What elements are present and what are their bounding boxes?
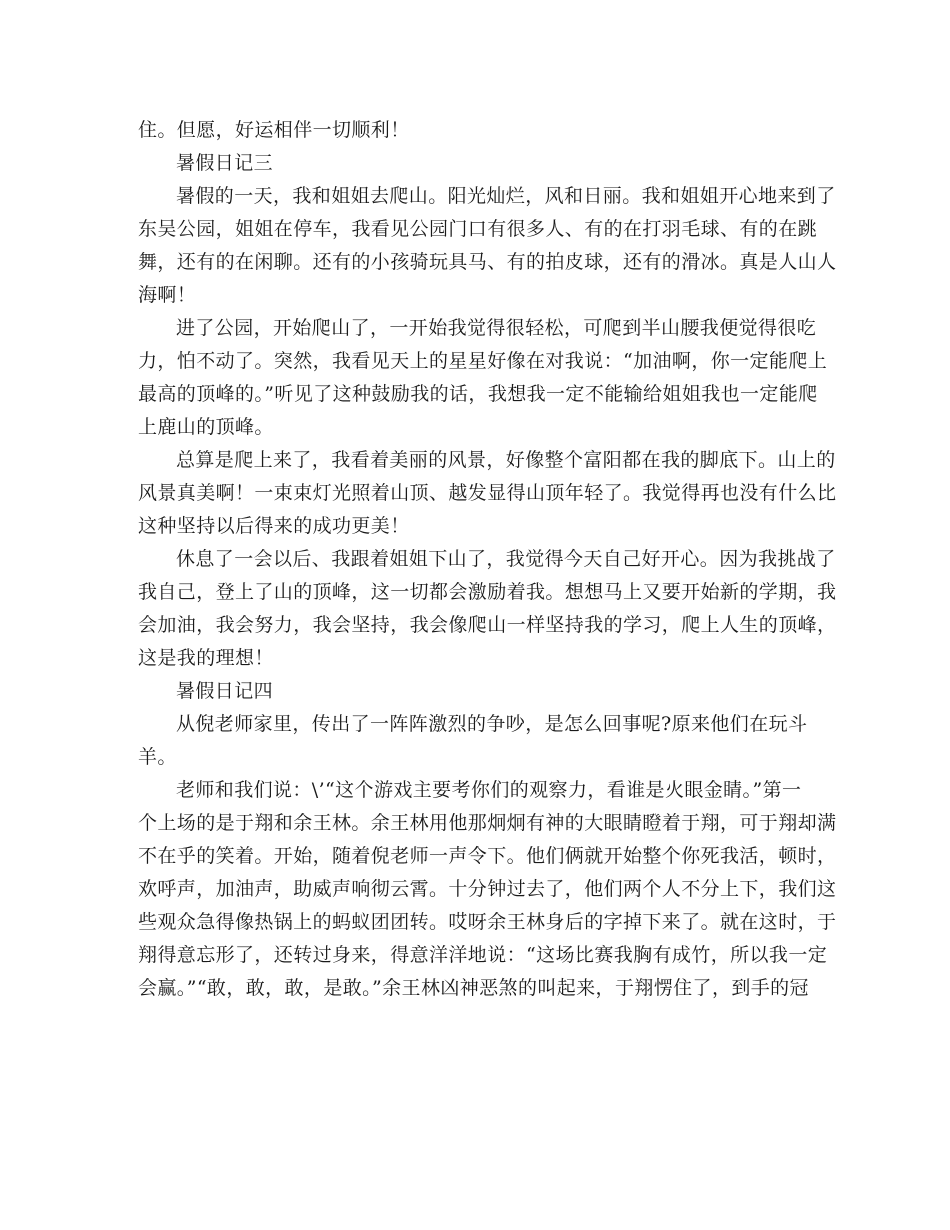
section-heading: 暑假日记四 [176, 680, 274, 702]
text-line: 东吴公园，姐姐在停车，我看见公园门口有很多人、有的在打羽毛球、有的在跳 [138, 218, 818, 240]
text-line: 舞，还有的在闲聊。还有的小孩骑玩具马、有的拍皮球，还有的滑冰。真是人山人 [138, 251, 837, 273]
paragraph-start-line: 休息了一会以后、我跟着姐姐下山了，我觉得今天自己好开心。因为我挑战了 [176, 548, 836, 570]
section-heading: 暑假日记三 [176, 152, 274, 174]
text-line: 个上场的是于翔和余王林。余王林用他那炯炯有神的大眼睛瞪着于翔，可于翔却满 [138, 812, 837, 834]
text-line: 些观众急得像热锅上的蚂蚁团团转。哎呀余王林身后的字掉下来了。就在这时，于 [138, 911, 837, 933]
document-body [138, 114, 837, 1005]
text-line: 会加油，我会努力，我会坚持，我会像爬山一样坚持我的学习，爬上人生的顶峰， [138, 614, 837, 636]
text-line: 翔得意忘形了，还转过身来，得意洋洋地说：“这场比赛我胸有成竹，所以我一定 [138, 944, 828, 966]
text-line: 不在乎的笑着。开始，随着倪老师一声令下。他们俩就开始整个你死我活，顿时， [138, 845, 837, 867]
text-line: 上鹿山的顶峰。 [138, 416, 274, 438]
text-line: 力，怕不动了。突然，我看见天上的星星好像在对我说：“加油啊，你一定能爬上 [138, 350, 828, 372]
text-line: 住。但愿，好运相伴一切顺利！ [138, 119, 410, 141]
paragraph-start-line: 进了公园，开始爬山了，一开始我觉得很轻松，可爬到半山腰我便觉得很吃 [176, 317, 817, 339]
paragraph-start-line: 总算是爬上来了，我看着美丽的风景，好像整个富阳都在我的脚底下。山上的 [176, 449, 836, 471]
paragraph-start-line: 暑假的一天，我和姐姐去爬山。阳光灿烂，风和日丽。我和姐姐开心地来到了 [176, 185, 836, 207]
text-line: 羊。 [138, 746, 177, 768]
text-line: 会赢。”“敢，敢，敢，是敢。”余王林凶神恶煞的叫起来，于翔愣住了，到手的冠 [138, 977, 809, 999]
text-line: 这种坚持以后得来的成功更美！ [138, 515, 410, 537]
paragraph-start-line: 老师和我们说：\’“这个游戏主要考你们的观察力，看谁是火眼金睛。”第一 [176, 779, 802, 801]
text-line: 风景真美啊！一束束灯光照着山顶、越发显得山顶年轻了。我觉得再也没有什么比 [138, 482, 837, 504]
text-line: 欢呼声，加油声，助威声响彻云霄。十分钟过去了，他们两个人不分上下，我们这 [138, 878, 837, 900]
text-line: 这是我的理想！ [138, 647, 274, 669]
paragraph-start-line: 从倪老师家里，传出了一阵阵激烈的争吵，是怎么回事呢?原来他们在玩斗 [176, 713, 808, 735]
text-line: 海啊！ [138, 284, 197, 306]
text-line: 我自己，登上了山的顶峰，这一切都会激励着我。想想马上又要开始新的学期，我 [138, 581, 837, 603]
text-line: 最高的顶峰的。”听见了这种鼓励我的话，我想我一定不能输给姐姐我也一定能爬 [138, 383, 818, 405]
